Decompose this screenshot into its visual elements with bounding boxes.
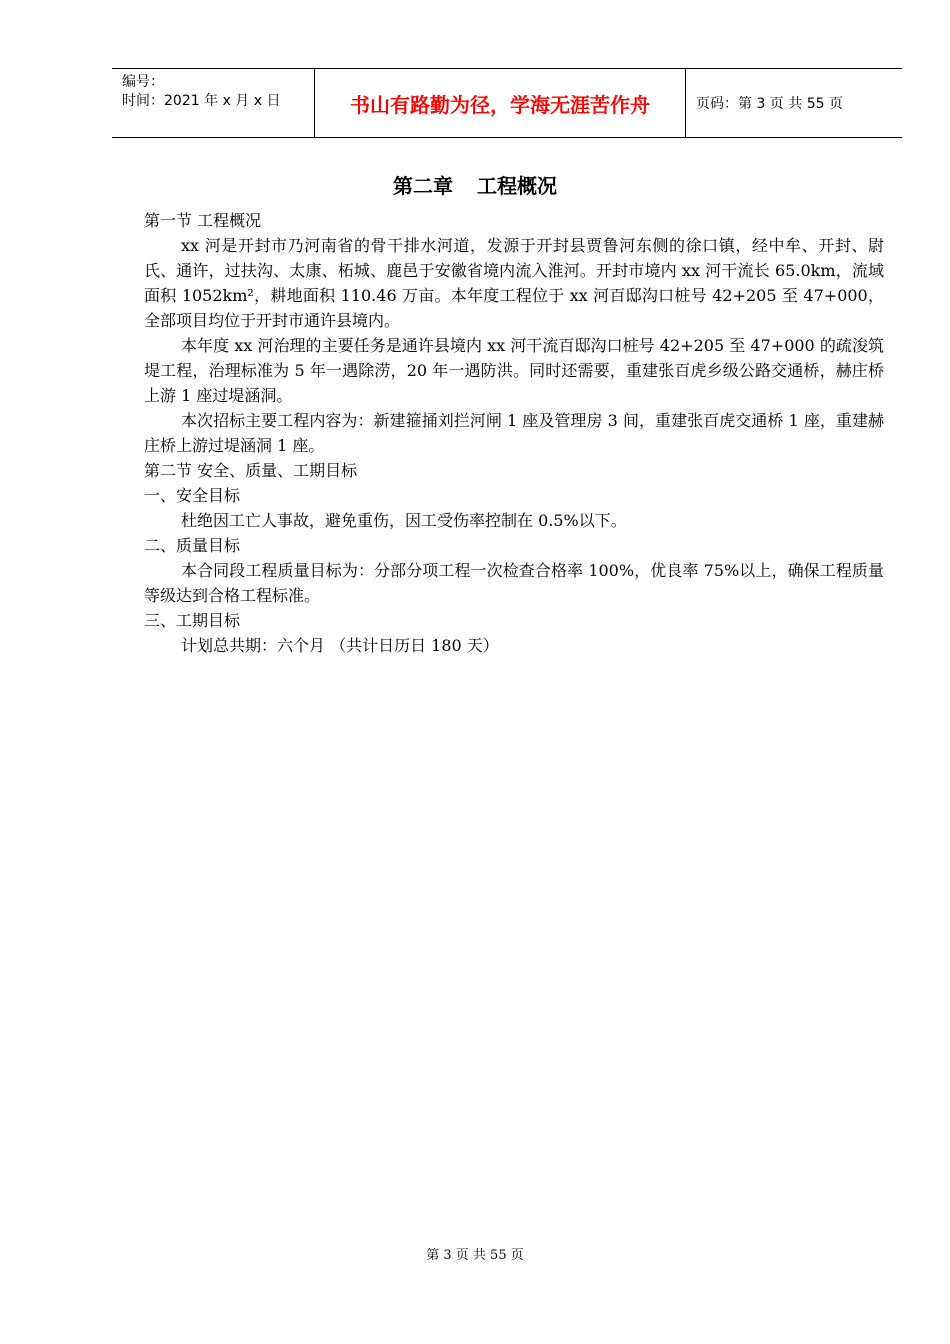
header-motto: 书山有路勤为径，学海无涯苦作舟 [314,69,686,137]
section-heading: 第一节 工程概况 [144,211,262,230]
document-number-label: 编号： [122,74,164,90]
paragraph: xx 河是开封市乃河南省的骨干排水河道，发源于开封县贾鲁河东侧的徐口镇，经中牟、开封、尉氏、通许，过扶沟、太康、柘城、鹿邑于安徽省境内流入淮河。开封市境内 xx 河干流长 65.0km，流域面积 1052km²，耕地面积 110.46 万亩。本年度工程位于 xx 河百邸沟口桩号 42+205 至 47+000，全部项目均位于开封市通许县境内。 [144,236,884,330]
document-date: 时间：2021 年 x 月 x 日 [122,93,281,109]
subsection-heading: 一、安全目标 [144,486,241,505]
paragraph: 本合同段工程质量目标为：分部分项工程一次检查合格率 100%，优良率 75%以上，确保工程质量等级达到合格工程标准。 [144,561,884,605]
subsection-heading: 三、工期目标 [144,611,241,630]
page-footer: 第 3 页 共 55 页 [426,1248,524,1263]
chapter-name: 工程概况 [477,174,557,198]
header-page-info: 页码：第 3 页 共 55 页 [696,96,843,112]
paragraph: 本年度 xx 河治理的主要任务是通许县境内 xx 河干流百邸沟口桩号 42+205 至 47+000 的疏浚筑堤工程，治理标准为 5 年一遇除涝，20 年一遇防洪。同时还需要，重建张百虎乡级公路交通桥，赫庄桥上游 1 座过堤涵洞。 [144,336,884,405]
paragraph: 杜绝因工亡人事故，避免重伤，因工受伤率控制在 0.5%以下。 [181,511,627,530]
page-header [112,68,902,138]
paragraph: 计划总共期：六个月 （共计日历日 180 天） [181,636,499,655]
chapter-number: 第二章 [393,174,453,198]
section-heading: 第二节 安全、质量、工期目标 [144,461,358,480]
subsection-heading: 二、质量目标 [144,536,241,555]
header-meta [112,69,314,137]
chapter-title [0,173,950,199]
document-body [144,208,884,658]
paragraph: 本次招标主要工程内容为：新建箍捅刘拦河闸 1 座及管理房 3 间，重建张百虎交通桥 1 座，重建赫庄桥上游过堤涵洞 1 座。 [144,411,884,455]
